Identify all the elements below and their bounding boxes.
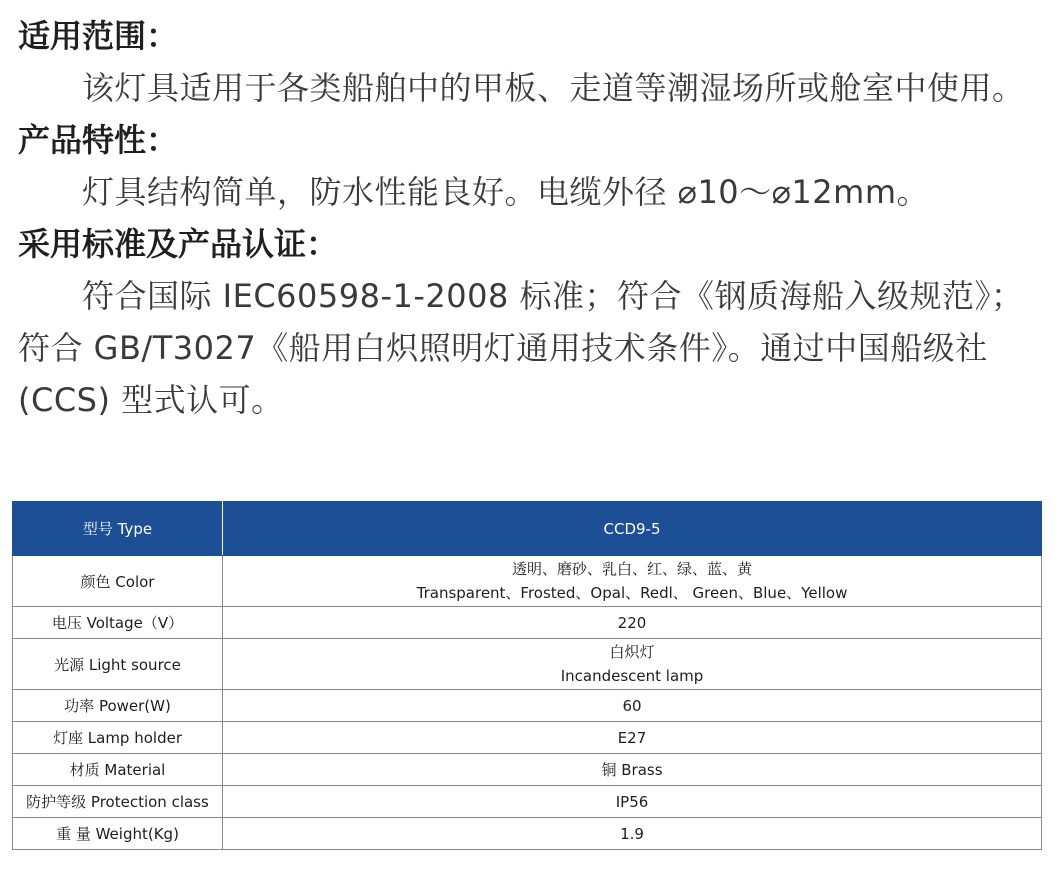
section-body-standards: 符合国际 IEC60598-1-2008 标准；符合《钢质海船入级规范》；符合 GB/T3027《船用白炽照明灯通用技术条件》。通过中国船级社 (CCS) 型式认可。: [18, 277, 1024, 419]
spec-value: [223, 639, 1042, 690]
spec-label: 材质 Material: [13, 754, 223, 786]
spec-value: IP56: [223, 786, 1042, 818]
spec-label: 灯座 Lamp holder: [13, 722, 223, 754]
spec-value-line-1: 白炽灯: [609, 643, 655, 661]
spec-value-line-1: 透明、磨砂、乳白、红、绿、蓝、黄: [511, 560, 752, 578]
spec-value-line-2: Transparent、Frosted、Opal、Redl、 Green、Blue、Yellow: [416, 584, 848, 602]
spec-row-material: [13, 754, 1042, 786]
spec-label: 功率 Power(W): [13, 690, 223, 722]
section-heading-features: 产品特性：: [18, 121, 179, 159]
spec-value: E27: [223, 722, 1042, 754]
spec-value: 220: [223, 607, 1042, 639]
section-body-scope: 该灯具适用于各类船舶中的甲板、走道等潮湿场所或舱室中使用。: [82, 69, 1025, 107]
section-heading-standards: 采用标准及产品认证：: [18, 225, 339, 263]
spec-row-voltage: [13, 607, 1042, 639]
section-heading-scope: 适用范围：: [18, 17, 179, 55]
spec-value: [223, 556, 1042, 607]
product-description: [18, 10, 1038, 426]
spec-value: 铜 Brass: [223, 754, 1042, 786]
spec-table-header-row: [13, 502, 1042, 556]
spec-row-weight: [13, 818, 1042, 850]
spec-label: 颜色 Color: [13, 556, 223, 607]
spec-table: [12, 501, 1042, 850]
spec-label: 防护等级 Protection class: [13, 786, 223, 818]
spec-label: 电压 Voltage（V）: [13, 607, 223, 639]
spec-label: 光源 Light source: [13, 639, 223, 690]
spec-label: 重 量 Weight(Kg): [13, 818, 223, 850]
spec-value-line-2: Incandescent lamp: [560, 667, 704, 685]
spec-value: 60: [223, 690, 1042, 722]
spec-row-color: [13, 556, 1042, 607]
spec-row-light-source: [13, 639, 1042, 690]
spec-row-power: [13, 690, 1042, 722]
spec-row-lamp-holder: [13, 722, 1042, 754]
spec-row-protection-class: [13, 786, 1042, 818]
spec-value: 1.9: [223, 818, 1042, 850]
header-value-cell: CCD9-5: [223, 502, 1042, 556]
section-body-features: 灯具结构简单，防水性能良好。电缆外径 ⌀10～⌀12mm。: [82, 173, 929, 211]
header-label-cell: 型号 Type: [13, 502, 223, 556]
